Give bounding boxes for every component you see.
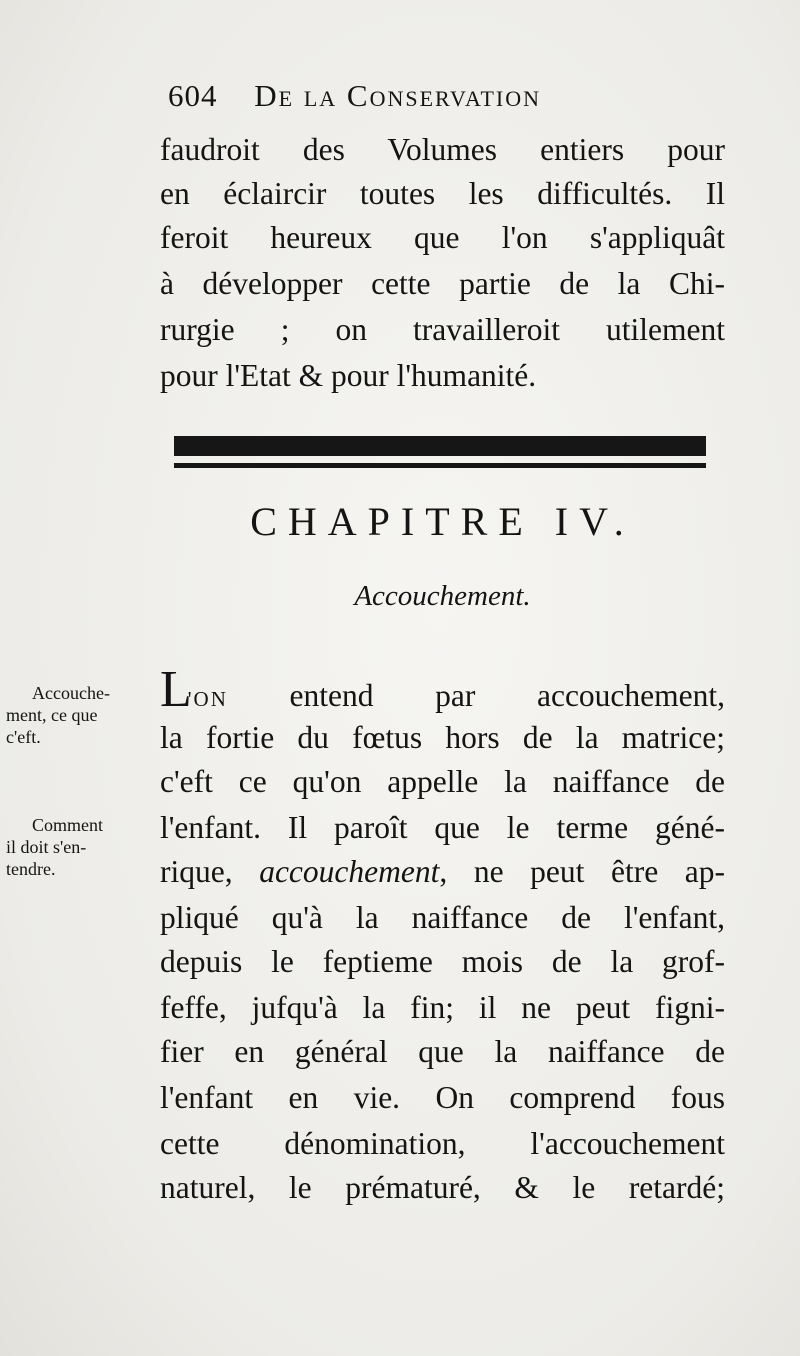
line-start: rique,: [160, 854, 260, 889]
margin-note-line: Accouche-: [32, 683, 110, 703]
text-line: feroit heureux que l'on s'appliquât: [160, 220, 725, 255]
margin-note-line: c'eft.: [6, 727, 41, 747]
text-line: la fortie du fœtus hors de la matrice;: [160, 720, 725, 755]
margin-note-line: ment, ce que: [6, 705, 98, 725]
text-line: faudroit des Volumes entiers pour: [160, 132, 725, 167]
margin-note-line: Comment: [32, 815, 103, 835]
text-line: rurgie ; on travailleroit utilement: [160, 312, 725, 347]
text-line: cette dénomination, l'accouchement: [160, 1126, 725, 1161]
text-line: l'enfant en vie. On comprend fous: [160, 1080, 725, 1115]
text-line: naturel, le prématuré, & le retardé;: [160, 1170, 725, 1205]
margin-note: [6, 814, 103, 880]
line-end: , ne peut être ap-: [439, 854, 725, 889]
text-line-with-italic: [160, 850, 725, 894]
text-line: en éclaircir toutes les difficultés. Il: [160, 176, 725, 211]
margin-note-line: il doit s'en-: [6, 837, 87, 857]
small-caps-word: 'ON: [187, 687, 228, 711]
page-number: 604: [168, 78, 218, 113]
text-line: pliqué qu'à la naiffance de l'enfant,: [160, 900, 725, 935]
text-line: l'enfant. Il paroît que le terme géné-: [160, 810, 725, 845]
text-line: feffe, jufqu'à la fin; il ne peut figni-: [160, 990, 725, 1025]
drop-cap: L: [160, 661, 192, 718]
chapter-title: CHAPITRE IV.: [250, 499, 635, 544]
first-line-text: entend par accouchement,: [227, 678, 725, 713]
chapter-divider-rule: [174, 436, 706, 472]
text-line: c'eft ce qu'on appelle la naiffance de: [160, 764, 725, 799]
running-header: [168, 78, 648, 114]
divider-thick-bar: [174, 436, 706, 456]
text-line: à développer cette partie de la Chi-: [160, 266, 725, 301]
text-line: pour l'Etat & pour l'humanité.: [160, 358, 537, 393]
text-line: fier en général que la naiffance de: [160, 1034, 725, 1069]
first-line: [160, 661, 725, 718]
text-line: depuis le feptieme mois de la grof-: [160, 944, 725, 979]
divider-thin-bar: [174, 463, 706, 468]
italic-term: accouchement: [259, 854, 440, 889]
chapter-subtitle: Accouchement.: [354, 580, 531, 612]
margin-note: [6, 682, 110, 748]
margin-note-line: tendre.: [6, 859, 56, 879]
running-title: De la Conservation: [254, 78, 541, 113]
